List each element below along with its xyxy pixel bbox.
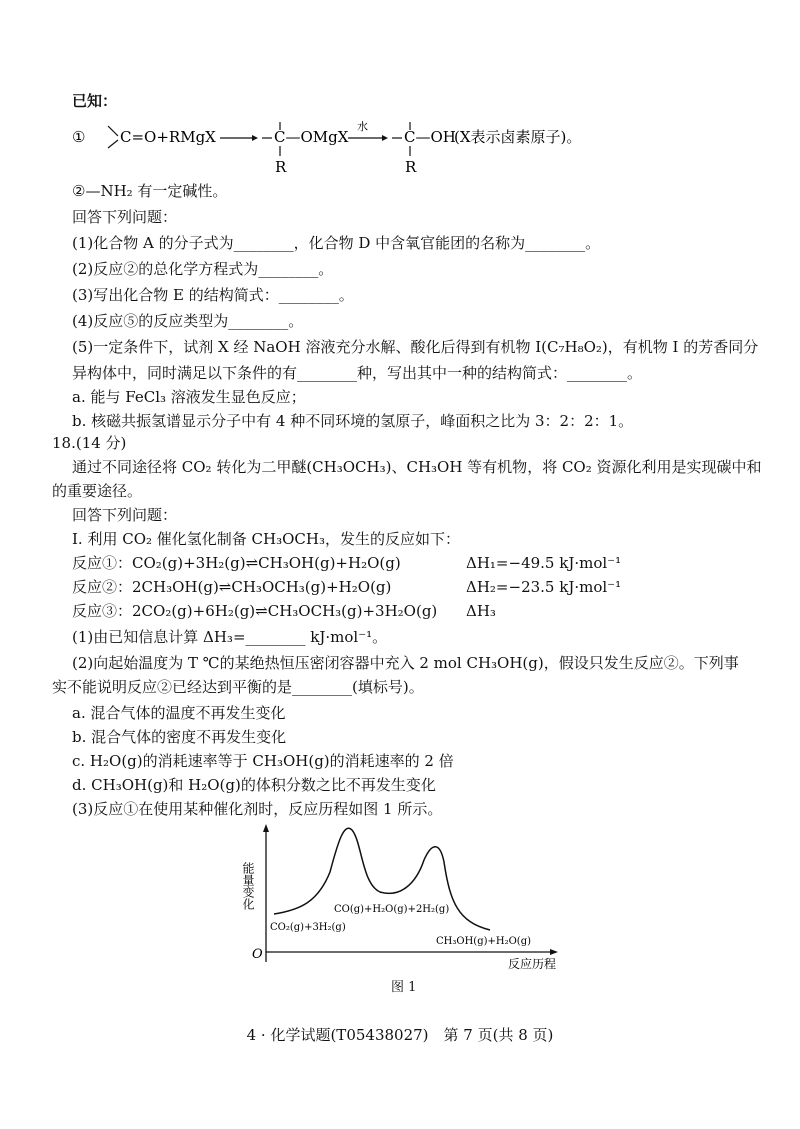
state-label-2: CO(g)+H₂O(g)+2H₂(g)	[334, 904, 450, 915]
q18-ask: 回答下列问题：	[72, 506, 178, 524]
q17-part-3: (3)写出化合物 E 的结构简式：________。	[72, 286, 354, 304]
page-footer: 4 · 化学试题(T05438027) 第 7 页(共 8 页)	[246, 1026, 554, 1044]
eq1-r-1: R	[275, 158, 287, 176]
option-c: c. H₂O(g)的消耗速率等于 CH₃OH(g)的消耗速率的 2 倍	[72, 752, 454, 770]
reaction-3: 反应③：2CO₂(g)+6H₂(g)⇌CH₃OCH₃(g)+3H₂O(g)	[72, 602, 438, 620]
state-label-1: CO₂(g)+3H₂(g)	[270, 922, 346, 933]
q17-part-5a: (5)一定条件下，试剂 X 经 NaOH 溶液充分水解、酸化后得到有机物 I(C₇H₈O₂)，有机物 I 的芳香同分	[72, 338, 759, 356]
q18-intro-1: 通过不同途径将 CO₂ 转化为二甲醚(CH₃OCH₃)、CH₃OH 等有机物，将 CO₂ 资源化利用是实现碳中和	[72, 458, 762, 476]
q17-part-4: (4)反应⑤的反应类型为________。	[72, 312, 304, 330]
eq1-middle: C—OMgX	[274, 128, 349, 146]
q17-intro: 回答下列问题：	[72, 208, 178, 226]
q18-sub-2a: (2)向起始温度为 T ℃的某绝热恒压密闭容器中充入 2 mol CH₃OH(g)，假设只发生反应②。下列事	[72, 654, 739, 672]
q17-part-1: (1)化合物 A 的分子式为________，化合物 D 中含氧官能团的名称为________。	[72, 234, 601, 252]
q18-sub-2b: 实不能说明反应②已经达到平衡的是________(填标号)。	[52, 678, 424, 696]
reaction-1: 反应①：CO₂(g)+3H₂(g)⇌CH₃OH(g)+H₂O(g)	[72, 554, 401, 572]
figure-caption: 图 1	[391, 980, 417, 995]
option-a: a. 混合气体的温度不再发生变化	[72, 704, 286, 722]
reaction-2: 反应②：2CH₃OH(g)⇌CH₃OCH₃(g)+H₂O(g)	[72, 578, 392, 596]
option-d: d. CH₃OH(g)和 H₂O(g)的体积分数之比不再发生变化	[72, 776, 436, 794]
q18-sub-1: (1)由已知信息计算 ΔH₃=________ kJ·mol⁻¹。	[72, 628, 388, 646]
q17-part-5b: 异构体中，同时满足以下条件的有________种，写出其中一种的结构简式：________。	[72, 364, 643, 382]
option-b: b. 混合气体的密度不再发生变化	[72, 728, 287, 746]
known-equation-1	[72, 116, 792, 176]
figure-1-energy-diagram	[230, 822, 570, 972]
eq1-number: ①	[72, 128, 86, 146]
q17-condition-a: a. 能与 FeCl₃ 溶液发生显色反应；	[72, 388, 306, 406]
x-axis-label: 反应历程	[508, 957, 557, 971]
known-item-2: ②—NH₂ 有一定碱性。	[72, 182, 228, 200]
eq1-water: 水	[357, 120, 368, 133]
q17-condition-b: b. 核磁共振氢谱显示分子中有 4 种不同环境的氢原子，峰面积之比为 3：2：2：1。	[72, 412, 634, 430]
state-label-3: CH₃OH(g)+H₂O(g)	[436, 936, 532, 947]
eq1-product: C—OH	[404, 128, 456, 146]
q17-part-2: (2)反应②的总化学方程式为________。	[72, 260, 334, 278]
y-axis-label: 能量变化	[241, 862, 255, 910]
reaction-1-enthalpy: ΔH₁=−49.5 kJ·mol⁻¹	[466, 554, 622, 572]
q18-intro-2: 的重要途径。	[52, 482, 143, 500]
known-heading: 已知：	[72, 92, 118, 110]
reaction-3-enthalpy: ΔH₃	[466, 602, 496, 620]
q18-sub-3: (3)反应①在使用某种催化剂时，反应历程如图 1 所示。	[72, 800, 443, 818]
origin-label: O	[252, 947, 263, 962]
reaction-2-enthalpy: ΔH₂=−23.5 kJ·mol⁻¹	[466, 578, 622, 596]
eq1-reactant: C=O+RMgX	[120, 128, 216, 146]
eq1-note: (X表示卤素原子)。	[454, 128, 582, 146]
eq1-r-2: R	[405, 158, 417, 176]
q18-part-1-heading: Ⅰ. 利用 CO₂ 催化氢化制备 CH₃OCH₃，发生的反应如下：	[72, 530, 460, 548]
q18-heading: 18.(14 分)	[52, 434, 127, 452]
